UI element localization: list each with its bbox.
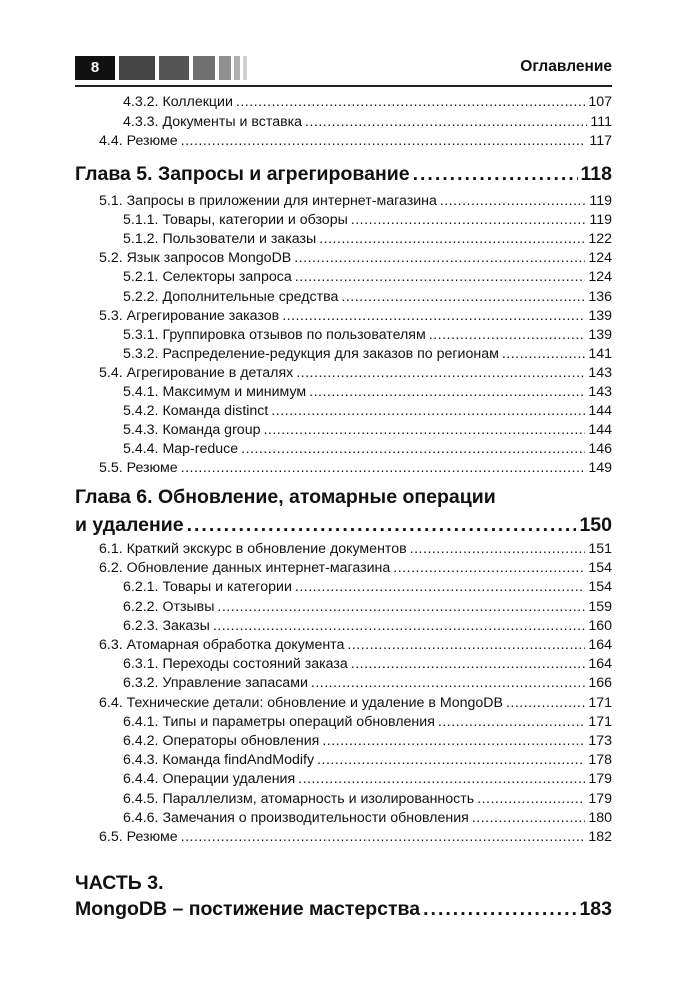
- toc-entry: [123, 656, 612, 672]
- toc-entry-title: 6.1. Краткий экскурс в обновление документов: [99, 541, 407, 557]
- toc-entry-title: 6.4.3. Команда findAndModify: [123, 752, 315, 769]
- toc-entry: [123, 403, 612, 419]
- toc-entry: [123, 810, 612, 826]
- toc-page-number: 111: [590, 114, 612, 130]
- toc-page-number: 179: [588, 771, 612, 788]
- toc-leader-dots: [410, 541, 586, 557]
- toc-entry: [99, 193, 612, 209]
- header-bar-block: [234, 56, 240, 80]
- toc-entry-title: Глава 5. Запросы и агрегирование: [75, 163, 410, 185]
- toc-page-number: 160: [588, 617, 612, 634]
- toc-page-number: 180: [588, 809, 612, 826]
- part-heading: [75, 898, 612, 921]
- toc-page-number: 144: [588, 403, 612, 420]
- toc-entry-title: 5.3.1. Группировка отзывов по пользователям: [123, 326, 426, 343]
- toc-leader-dots: [440, 193, 587, 209]
- toc-page-number: 178: [588, 752, 612, 769]
- header-rule: [75, 85, 612, 87]
- toc-leader-dots: [351, 212, 587, 228]
- toc-page-number: 150: [579, 514, 612, 536]
- toc-entry: [123, 327, 612, 343]
- toc-entry: [99, 308, 612, 324]
- toc-leader-dots: [181, 133, 587, 149]
- toc-entry: [123, 212, 612, 228]
- toc-page-number: 117: [589, 133, 612, 149]
- toc-page-number: 173: [588, 733, 612, 749]
- toc-entry: [123, 771, 612, 787]
- toc-leader-dots: [305, 114, 587, 130]
- chapter-heading: [75, 514, 612, 537]
- toc-page-number: 154: [588, 579, 612, 596]
- toc-page-number: 143: [588, 384, 612, 400]
- toc-page-number: 124: [588, 250, 612, 267]
- toc-entry: [123, 733, 612, 749]
- toc-entry: [123, 94, 612, 110]
- toc-leader-dots: [322, 733, 585, 749]
- toc-leader-dots: [296, 365, 585, 381]
- toc-page-number: 179: [588, 790, 612, 807]
- toc-leader-dots: [187, 514, 577, 537]
- toc-entry-title: 5.1.2. Пользователи и заказы: [123, 231, 317, 248]
- toc-page-number: 154: [588, 560, 612, 577]
- toc-leader-dots: [477, 791, 585, 807]
- toc-entry-title: 4.3.2. Коллекции: [123, 94, 233, 110]
- toc-entry-title: 5.2.1. Селекторы запроса: [123, 269, 292, 286]
- toc-entry-title: 6.2. Обновление данных интернет-магазина: [99, 560, 391, 577]
- chapter-heading: Глава 6. Обновление, атомарные операции: [75, 486, 496, 508]
- toc-leader-dots: [295, 579, 585, 595]
- toc-entry-title: 5.4. Агрегирование в деталях: [99, 364, 294, 381]
- toc-leader-dots: [295, 269, 586, 285]
- toc-leader-dots: [472, 810, 586, 826]
- toc-entry-title: 5.4.3. Команда group: [123, 422, 261, 439]
- toc-page-number: 183: [579, 898, 612, 920]
- toc-page-number: 118: [580, 163, 612, 185]
- toc-entry-title: 5.3.2. Распределение-редукция для заказов по регионам: [123, 345, 499, 362]
- toc-leader-dots: [347, 637, 585, 653]
- toc-page-number: 171: [588, 713, 612, 730]
- chapter-heading: [75, 163, 612, 186]
- toc-leader-dots: [263, 422, 585, 438]
- toc-entry-title: 5.3. Агрегирование заказов: [99, 307, 280, 324]
- toc-entry: [123, 346, 612, 362]
- toc-entry: [123, 422, 612, 438]
- toc-leader-dots: [311, 675, 585, 691]
- page-header: [75, 56, 612, 80]
- header-bar-block: [119, 56, 155, 80]
- toc-leader-dots: [294, 250, 585, 266]
- toc-entry-title: 6.2.1. Товары и категории: [123, 579, 292, 596]
- toc-page-number: 136: [588, 288, 612, 305]
- toc-leader-dots: [282, 308, 585, 324]
- toc-leader-dots: [506, 695, 585, 711]
- toc-leader-dots: [181, 460, 586, 476]
- toc-page-number: 139: [588, 307, 612, 324]
- toc-entry: [99, 250, 612, 266]
- toc-entry: [123, 441, 612, 457]
- toc-page-number: 143: [588, 364, 612, 381]
- toc-entry: [99, 460, 612, 476]
- toc-entry: [123, 599, 612, 615]
- toc-leader-dots: [429, 327, 586, 343]
- toc-entry: [123, 289, 612, 305]
- toc-entry-title: и удаление: [75, 514, 184, 536]
- toc-entry: [123, 714, 612, 730]
- toc-entry: [99, 365, 612, 381]
- toc-entry: [123, 231, 612, 247]
- toc-leader-dots: [241, 441, 585, 457]
- toc-page-number: 164: [588, 637, 612, 653]
- toc-entry-title: 6.4.1. Типы и параметры операций обновления: [123, 713, 435, 730]
- toc-entry: [99, 695, 612, 711]
- toc-entry-title: 5.4.1. Максимум и минимум: [123, 384, 307, 400]
- toc-entry-title: 5.2.2. Дополнительные средства: [123, 288, 339, 305]
- toc-leader-dots: [438, 714, 585, 730]
- toc-entry: [123, 618, 612, 634]
- toc-page-number: 171: [588, 694, 612, 711]
- toc-entry-title: 5.2. Язык запросов MongoDB: [99, 250, 292, 267]
- toc-page-number: 182: [588, 829, 612, 845]
- toc-entry-title: 5.4.4. Map-reduce: [123, 441, 239, 458]
- toc-page-number: 141: [588, 345, 612, 362]
- header-bar-block: [219, 56, 231, 80]
- header-bar-block: [193, 56, 215, 80]
- toc-entry-title: 6.3. Атомарная обработка документа: [99, 637, 345, 653]
- header-bar-block: [243, 56, 247, 80]
- toc-leader-dots: [317, 752, 585, 768]
- toc-entry-title: 5.5. Резюме: [99, 460, 178, 477]
- toc-entry-title: 4.4. Резюме: [99, 133, 178, 149]
- page-number: 8: [75, 56, 115, 80]
- toc-leader-dots: [319, 231, 585, 247]
- toc-leader-dots: [413, 163, 578, 186]
- toc-page-number: 166: [588, 675, 612, 692]
- toc-page-number: 159: [588, 598, 612, 615]
- toc-page-number: 144: [588, 422, 612, 439]
- toc-leader-dots: [181, 829, 586, 845]
- toc-entry-title: 5.4.2. Команда distinct: [123, 403, 269, 420]
- toc-entry-title: 5.1. Запросы в приложении для интернет-магазина: [99, 193, 437, 209]
- toc-entry: [123, 269, 612, 285]
- toc-leader-dots: [502, 346, 585, 362]
- toc-leader-dots: [213, 618, 585, 634]
- toc-entry-title: 5.1.1. Товары, категории и обзоры: [123, 212, 348, 229]
- toc-entry-title: 6.5. Резюме: [99, 829, 178, 845]
- toc-entry-title: 6.4.2. Операторы обновления: [123, 733, 320, 749]
- toc-entry-title: 6.4.6. Замечания о производительности обновления: [123, 809, 469, 826]
- toc-leader-dots: [393, 560, 585, 576]
- toc-entry-title: 6.2.3. Заказы: [123, 617, 210, 634]
- toc-entry: [123, 114, 612, 130]
- toc-entry-title: 4.3.3. Документы и вставка: [123, 114, 303, 130]
- toc-entry: [99, 133, 612, 149]
- toc-page-number: 149: [588, 460, 612, 477]
- toc-page-number: 122: [588, 231, 612, 248]
- toc-page-number: 164: [588, 656, 612, 673]
- toc-page-number: 124: [588, 269, 612, 286]
- toc-entry: [99, 829, 612, 845]
- toc-entry-title: 6.2.2. Отзывы: [123, 598, 215, 615]
- toc-leader-dots: [217, 599, 585, 615]
- toc-leader-dots: [298, 771, 585, 787]
- toc-entry: [99, 541, 612, 557]
- header-title: Оглавление: [520, 58, 612, 75]
- toc-page-number: 119: [589, 212, 612, 229]
- toc-page-number: 119: [589, 193, 612, 209]
- toc-entry: [123, 752, 612, 768]
- toc-page-number: 151: [588, 541, 612, 557]
- toc-entry: [123, 384, 612, 400]
- toc-entry: [123, 579, 612, 595]
- toc-entry: [99, 637, 612, 653]
- toc-leader-dots: [309, 384, 585, 400]
- toc-leader-dots: [271, 403, 585, 419]
- toc-leader-dots: [351, 656, 586, 672]
- toc-entry: [99, 560, 612, 576]
- toc-entry-title: MongoDB – постижение мастерства: [75, 898, 421, 920]
- toc-leader-dots: [341, 289, 585, 305]
- toc-entry-title: 6.3.2. Управление запасами: [123, 675, 308, 692]
- toc-entry: [123, 675, 612, 691]
- toc-page-number: 107: [588, 94, 612, 110]
- toc-page-number: 139: [588, 326, 612, 343]
- toc-entry-title: 6.4. Технические детали: обновление и удаление в MongoDB: [99, 694, 503, 711]
- toc-leader-dots: [423, 898, 576, 921]
- part-heading: ЧАСТЬ 3.: [75, 872, 164, 894]
- toc-entry-title: 6.4.4. Операции удаления: [123, 771, 296, 788]
- header-bar-block: [159, 56, 189, 80]
- toc-entry: [123, 791, 612, 807]
- toc-leader-dots: [236, 94, 585, 110]
- toc-entry-title: 6.3.1. Переходы состояний заказа: [123, 656, 348, 673]
- toc-entry-title: 6.4.5. Параллелизм, атомарность и изолированность: [123, 790, 475, 807]
- toc-page-number: 146: [588, 441, 612, 458]
